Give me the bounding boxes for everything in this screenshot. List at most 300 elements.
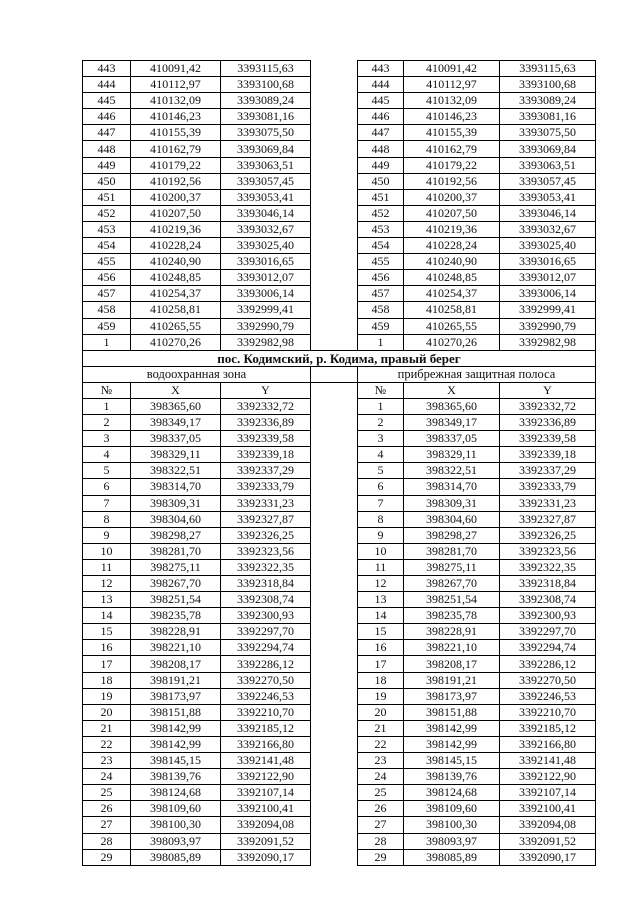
column-gap — [311, 238, 358, 254]
table-row — [83, 157, 596, 173]
left-point-number: 453 — [83, 221, 131, 237]
right-y-coordinate: 3392308,74 — [500, 592, 596, 608]
right-point-number: 24 — [358, 769, 404, 785]
left-point-number: 4 — [83, 447, 131, 463]
right-point-number: 4 — [358, 447, 404, 463]
table-row — [83, 753, 596, 769]
top-coordinates-body — [83, 61, 596, 351]
left-point-number: 14 — [83, 608, 131, 624]
right-y-coordinate: 3393016,65 — [500, 254, 596, 270]
left-y-coordinate: 3393016,65 — [221, 254, 311, 270]
left-point-number: 8 — [83, 511, 131, 527]
right-point-number: 444 — [358, 77, 404, 93]
right-y-coordinate: 3392286,12 — [500, 656, 596, 672]
right-x-coordinate: 398124,68 — [404, 785, 500, 801]
left-y-coordinate: 3392185,12 — [221, 720, 311, 736]
table-row — [83, 608, 596, 624]
right-y-coordinate: 3392122,90 — [500, 769, 596, 785]
left-point-number: 29 — [83, 849, 131, 865]
left-x-coordinate: 410265,55 — [131, 318, 221, 334]
right-x-coordinate: 410112,97 — [404, 77, 500, 93]
table-row — [83, 527, 596, 543]
right-x-coordinate: 410240,90 — [404, 254, 500, 270]
left-point-number: 445 — [83, 93, 131, 109]
right-y-coordinate: 3392990,79 — [500, 318, 596, 334]
right-y-coordinate: 3392091,52 — [500, 833, 596, 849]
left-point-number: 17 — [83, 656, 131, 672]
right-x-coordinate: 398093,97 — [404, 833, 500, 849]
right-x-coordinate: 398100,30 — [404, 817, 500, 833]
right-x-coordinate: 410155,39 — [404, 125, 500, 141]
left-y-coordinate: 3392286,12 — [221, 656, 311, 672]
left-y-coordinate: 3392094,08 — [221, 817, 311, 833]
left-point-number: 9 — [83, 527, 131, 543]
column-gap — [311, 495, 358, 511]
left-x-coordinate: 398365,60 — [131, 398, 221, 414]
table-row — [83, 624, 596, 640]
left-y-coordinate: 3392091,52 — [221, 833, 311, 849]
column-gap — [311, 415, 358, 431]
table-row — [83, 543, 596, 559]
left-point-number: 25 — [83, 785, 131, 801]
left-x-coordinate: 398329,11 — [131, 447, 221, 463]
left-point-number: 448 — [83, 141, 131, 157]
table-row — [83, 704, 596, 720]
left-point-number: 11 — [83, 559, 131, 575]
right-y-coordinate: 3392999,41 — [500, 302, 596, 318]
left-x-coordinate: 398109,60 — [131, 801, 221, 817]
left-x-coordinate: 410270,26 — [131, 334, 221, 350]
left-point-number: 6 — [83, 479, 131, 495]
left-y-header: Y — [221, 382, 311, 398]
column-gap — [311, 463, 358, 479]
column-gap — [311, 833, 358, 849]
right-y-coordinate: 3393069,84 — [500, 141, 596, 157]
column-gap — [311, 398, 358, 414]
left-point-number: 26 — [83, 801, 131, 817]
left-point-number: 444 — [83, 77, 131, 93]
right-point-number: 13 — [358, 592, 404, 608]
left-y-coordinate: 3392141,48 — [221, 753, 311, 769]
left-point-number: 455 — [83, 254, 131, 270]
left-point-number: 20 — [83, 704, 131, 720]
column-gap — [311, 431, 358, 447]
left-x-coordinate: 410240,90 — [131, 254, 221, 270]
column-headers-row — [83, 382, 596, 398]
column-gap — [311, 576, 358, 592]
column-gap — [311, 286, 358, 302]
column-gap — [311, 640, 358, 656]
left-point-number: 23 — [83, 753, 131, 769]
right-point-number: 2 — [358, 415, 404, 431]
left-y-coordinate: 3392270,50 — [221, 672, 311, 688]
left-point-number: 446 — [83, 109, 131, 125]
right-x-header: X — [404, 382, 500, 398]
table-row — [83, 302, 596, 318]
right-x-coordinate: 410200,37 — [404, 189, 500, 205]
left-y-coordinate: 3393053,41 — [221, 189, 311, 205]
right-point-number: 458 — [358, 302, 404, 318]
right-x-coordinate: 410091,42 — [404, 61, 500, 77]
column-gap — [311, 61, 358, 77]
left-num-header: № — [83, 382, 131, 398]
right-point-number: 443 — [358, 61, 404, 77]
left-y-coordinate: 3392326,25 — [221, 527, 311, 543]
left-y-coordinate: 3392100,41 — [221, 801, 311, 817]
section-header — [83, 350, 596, 398]
right-y-coordinate: 3393100,68 — [500, 77, 596, 93]
right-y-coordinate: 3392270,50 — [500, 672, 596, 688]
left-point-number: 13 — [83, 592, 131, 608]
right-point-number: 451 — [358, 189, 404, 205]
left-x-coordinate: 410219,36 — [131, 221, 221, 237]
column-gap — [311, 704, 358, 720]
column-gap — [311, 173, 358, 189]
right-y-coordinate: 3393063,51 — [500, 157, 596, 173]
column-gap — [311, 318, 358, 334]
table-row — [83, 77, 596, 93]
column-gap — [311, 736, 358, 752]
right-y-coordinate: 3392331,23 — [500, 495, 596, 511]
coordinates-table — [82, 60, 596, 866]
right-point-number: 447 — [358, 125, 404, 141]
right-y-coordinate: 3392336,89 — [500, 415, 596, 431]
table-row — [83, 559, 596, 575]
left-point-number: 454 — [83, 238, 131, 254]
right-x-coordinate: 398208,17 — [404, 656, 500, 672]
left-y-coordinate: 3393012,07 — [221, 270, 311, 286]
table-row — [83, 769, 596, 785]
left-x-coordinate: 398142,99 — [131, 720, 221, 736]
left-x-coordinate: 398314,70 — [131, 479, 221, 495]
left-point-number: 7 — [83, 495, 131, 511]
right-y-coordinate: 3393006,14 — [500, 286, 596, 302]
table-row — [83, 688, 596, 704]
table-row — [83, 173, 596, 189]
right-point-number: 17 — [358, 656, 404, 672]
right-x-coordinate: 398322,51 — [404, 463, 500, 479]
right-y-coordinate: 3393115,63 — [500, 61, 596, 77]
right-y-coordinate: 3392337,29 — [500, 463, 596, 479]
right-x-coordinate: 410265,55 — [404, 318, 500, 334]
left-y-coordinate: 3392090,17 — [221, 849, 311, 865]
column-gap — [311, 382, 358, 398]
column-gap — [311, 801, 358, 817]
left-point-number: 16 — [83, 640, 131, 656]
left-x-coordinate: 398309,31 — [131, 495, 221, 511]
table-row — [83, 479, 596, 495]
right-point-number: 9 — [358, 527, 404, 543]
right-point-number: 14 — [358, 608, 404, 624]
left-point-number: 451 — [83, 189, 131, 205]
table-row — [83, 463, 596, 479]
table-row — [83, 640, 596, 656]
right-x-coordinate: 398139,76 — [404, 769, 500, 785]
right-num-header: № — [358, 382, 404, 398]
right-point-number: 456 — [358, 270, 404, 286]
right-x-coordinate: 398251,54 — [404, 592, 500, 608]
column-gap — [311, 125, 358, 141]
right-y-coordinate: 3392322,35 — [500, 559, 596, 575]
left-x-coordinate: 398145,15 — [131, 753, 221, 769]
right-x-coordinate: 410258,81 — [404, 302, 500, 318]
right-x-coordinate: 410270,26 — [404, 334, 500, 350]
right-x-coordinate: 410162,79 — [404, 141, 500, 157]
column-gap — [311, 479, 358, 495]
left-y-coordinate: 3393115,63 — [221, 61, 311, 77]
right-zone-label: прибрежная защитная полоса — [358, 366, 596, 382]
right-y-coordinate: 3392246,53 — [500, 688, 596, 704]
left-y-coordinate: 3392107,14 — [221, 785, 311, 801]
right-point-number: 6 — [358, 479, 404, 495]
table-row — [83, 221, 596, 237]
right-y-coordinate: 3392326,25 — [500, 527, 596, 543]
left-y-coordinate: 3392300,93 — [221, 608, 311, 624]
table-row — [83, 318, 596, 334]
right-x-coordinate: 398109,60 — [404, 801, 500, 817]
right-y-coordinate: 3392166,80 — [500, 736, 596, 752]
column-gap — [311, 93, 358, 109]
right-x-coordinate: 398337,05 — [404, 431, 500, 447]
right-point-number: 1 — [358, 334, 404, 350]
right-x-coordinate: 398235,78 — [404, 608, 500, 624]
right-x-coordinate: 398329,11 — [404, 447, 500, 463]
left-x-coordinate: 398337,05 — [131, 431, 221, 447]
left-x-coordinate: 410091,42 — [131, 61, 221, 77]
left-x-coordinate: 398173,97 — [131, 688, 221, 704]
left-y-coordinate: 3392318,84 — [221, 576, 311, 592]
right-point-number: 7 — [358, 495, 404, 511]
right-point-number: 459 — [358, 318, 404, 334]
right-y-coordinate: 3392100,41 — [500, 801, 596, 817]
right-y-coordinate: 3393012,07 — [500, 270, 596, 286]
left-y-coordinate: 3392336,89 — [221, 415, 311, 431]
left-x-coordinate: 398235,78 — [131, 608, 221, 624]
left-point-number: 19 — [83, 688, 131, 704]
left-x-coordinate: 410207,50 — [131, 205, 221, 221]
right-x-coordinate: 410192,56 — [404, 173, 500, 189]
left-x-coordinate: 398139,76 — [131, 769, 221, 785]
right-point-number: 23 — [358, 753, 404, 769]
left-y-coordinate: 3392246,53 — [221, 688, 311, 704]
left-point-number: 21 — [83, 720, 131, 736]
table-row — [83, 801, 596, 817]
left-point-number: 1 — [83, 398, 131, 414]
table-row — [83, 270, 596, 286]
left-point-number: 458 — [83, 302, 131, 318]
right-x-coordinate: 410207,50 — [404, 205, 500, 221]
zone-labels-row — [83, 366, 596, 382]
left-x-coordinate: 398124,68 — [131, 785, 221, 801]
column-gap — [311, 720, 358, 736]
left-point-number: 447 — [83, 125, 131, 141]
right-point-number: 453 — [358, 221, 404, 237]
table-row — [83, 817, 596, 833]
table-row — [83, 785, 596, 801]
right-x-coordinate: 398191,21 — [404, 672, 500, 688]
left-x-coordinate: 398100,30 — [131, 817, 221, 833]
left-point-number: 12 — [83, 576, 131, 592]
right-point-number: 28 — [358, 833, 404, 849]
column-gap — [311, 527, 358, 543]
table-row — [83, 447, 596, 463]
left-point-number: 24 — [83, 769, 131, 785]
right-point-number: 457 — [358, 286, 404, 302]
right-y-coordinate: 3393089,24 — [500, 93, 596, 109]
right-x-coordinate: 410146,23 — [404, 109, 500, 125]
left-point-number: 457 — [83, 286, 131, 302]
left-point-number: 5 — [83, 463, 131, 479]
left-y-coordinate: 3393025,40 — [221, 238, 311, 254]
right-point-number: 16 — [358, 640, 404, 656]
left-x-coordinate: 398267,70 — [131, 576, 221, 592]
left-y-coordinate: 3392333,79 — [221, 479, 311, 495]
column-gap — [311, 688, 358, 704]
left-x-coordinate: 410200,37 — [131, 189, 221, 205]
right-point-number: 11 — [358, 559, 404, 575]
left-point-number: 10 — [83, 543, 131, 559]
column-gap — [311, 785, 358, 801]
right-point-number: 449 — [358, 157, 404, 173]
left-x-coordinate: 410146,23 — [131, 109, 221, 125]
section-title-row — [83, 350, 596, 366]
right-point-number: 19 — [358, 688, 404, 704]
right-point-number: 455 — [358, 254, 404, 270]
right-point-number: 452 — [358, 205, 404, 221]
left-point-number: 1 — [83, 334, 131, 350]
table-row — [83, 415, 596, 431]
left-x-coordinate: 398191,21 — [131, 672, 221, 688]
right-y-coordinate: 3393057,45 — [500, 173, 596, 189]
column-gap — [311, 141, 358, 157]
left-y-coordinate: 3392122,90 — [221, 769, 311, 785]
column-gap — [311, 769, 358, 785]
left-y-coordinate: 3392323,56 — [221, 543, 311, 559]
right-x-coordinate: 398298,27 — [404, 527, 500, 543]
left-point-number: 450 — [83, 173, 131, 189]
table-row — [83, 254, 596, 270]
right-point-number: 450 — [358, 173, 404, 189]
right-y-coordinate: 3392210,70 — [500, 704, 596, 720]
right-y-coordinate: 3393046,14 — [500, 205, 596, 221]
right-y-coordinate: 3393053,41 — [500, 189, 596, 205]
left-y-coordinate: 3392210,70 — [221, 704, 311, 720]
column-gap — [311, 559, 358, 575]
left-y-coordinate: 3392297,70 — [221, 624, 311, 640]
right-x-coordinate: 398275,11 — [404, 559, 500, 575]
right-x-coordinate: 398142,99 — [404, 736, 500, 752]
left-point-number: 15 — [83, 624, 131, 640]
right-y-coordinate: 3393081,16 — [500, 109, 596, 125]
column-gap — [311, 205, 358, 221]
right-y-coordinate: 3392141,48 — [500, 753, 596, 769]
table-row — [83, 189, 596, 205]
right-x-coordinate: 398085,89 — [404, 849, 500, 865]
left-point-number: 28 — [83, 833, 131, 849]
table-row — [83, 672, 596, 688]
left-point-number: 449 — [83, 157, 131, 173]
column-gap — [311, 366, 358, 382]
column-gap — [311, 656, 358, 672]
right-point-number: 445 — [358, 93, 404, 109]
right-point-number: 12 — [358, 576, 404, 592]
column-gap — [311, 511, 358, 527]
left-point-number: 459 — [83, 318, 131, 334]
right-point-number: 448 — [358, 141, 404, 157]
right-y-header: Y — [500, 382, 596, 398]
table-row — [83, 125, 596, 141]
column-gap — [311, 543, 358, 559]
left-y-coordinate: 3393046,14 — [221, 205, 311, 221]
table-row — [83, 576, 596, 592]
left-x-coordinate: 410132,09 — [131, 93, 221, 109]
right-y-coordinate: 3392332,72 — [500, 398, 596, 414]
left-x-coordinate: 410258,81 — [131, 302, 221, 318]
column-gap — [311, 592, 358, 608]
left-y-coordinate: 3392339,58 — [221, 431, 311, 447]
left-x-coordinate: 410248,85 — [131, 270, 221, 286]
table-row — [83, 431, 596, 447]
left-x-header: X — [131, 382, 221, 398]
right-x-coordinate: 398142,99 — [404, 720, 500, 736]
left-x-coordinate: 398142,99 — [131, 736, 221, 752]
left-x-coordinate: 398228,91 — [131, 624, 221, 640]
right-x-coordinate: 410132,09 — [404, 93, 500, 109]
right-point-number: 27 — [358, 817, 404, 833]
right-x-coordinate: 398365,60 — [404, 398, 500, 414]
column-gap — [311, 624, 358, 640]
right-y-coordinate: 3392107,14 — [500, 785, 596, 801]
left-point-number: 456 — [83, 270, 131, 286]
right-point-number: 446 — [358, 109, 404, 125]
bottom-coordinates-body — [83, 398, 596, 865]
right-point-number: 10 — [358, 543, 404, 559]
right-x-coordinate: 410219,36 — [404, 221, 500, 237]
table-row — [83, 61, 596, 77]
left-x-coordinate: 398208,17 — [131, 656, 221, 672]
left-y-coordinate: 3393089,24 — [221, 93, 311, 109]
table-row — [83, 736, 596, 752]
left-point-number: 2 — [83, 415, 131, 431]
table-row — [83, 205, 596, 221]
left-y-coordinate: 3392331,23 — [221, 495, 311, 511]
right-y-coordinate: 3392300,93 — [500, 608, 596, 624]
left-x-coordinate: 398322,51 — [131, 463, 221, 479]
column-gap — [311, 157, 358, 173]
right-point-number: 3 — [358, 431, 404, 447]
left-x-coordinate: 410179,22 — [131, 157, 221, 173]
right-y-coordinate: 3392094,08 — [500, 817, 596, 833]
right-y-coordinate: 3392982,98 — [500, 334, 596, 350]
right-x-coordinate: 398173,97 — [404, 688, 500, 704]
right-x-coordinate: 398309,31 — [404, 495, 500, 511]
right-point-number: 1 — [358, 398, 404, 414]
column-gap — [311, 302, 358, 318]
left-y-coordinate: 3393075,50 — [221, 125, 311, 141]
right-y-coordinate: 3392297,70 — [500, 624, 596, 640]
right-x-coordinate: 410179,22 — [404, 157, 500, 173]
right-point-number: 26 — [358, 801, 404, 817]
column-gap — [311, 189, 358, 205]
right-point-number: 21 — [358, 720, 404, 736]
right-y-coordinate: 3392339,58 — [500, 431, 596, 447]
column-gap — [311, 849, 358, 865]
table-row — [83, 495, 596, 511]
right-x-coordinate: 398304,60 — [404, 511, 500, 527]
table-row — [83, 720, 596, 736]
right-y-coordinate: 3392090,17 — [500, 849, 596, 865]
column-gap — [311, 254, 358, 270]
